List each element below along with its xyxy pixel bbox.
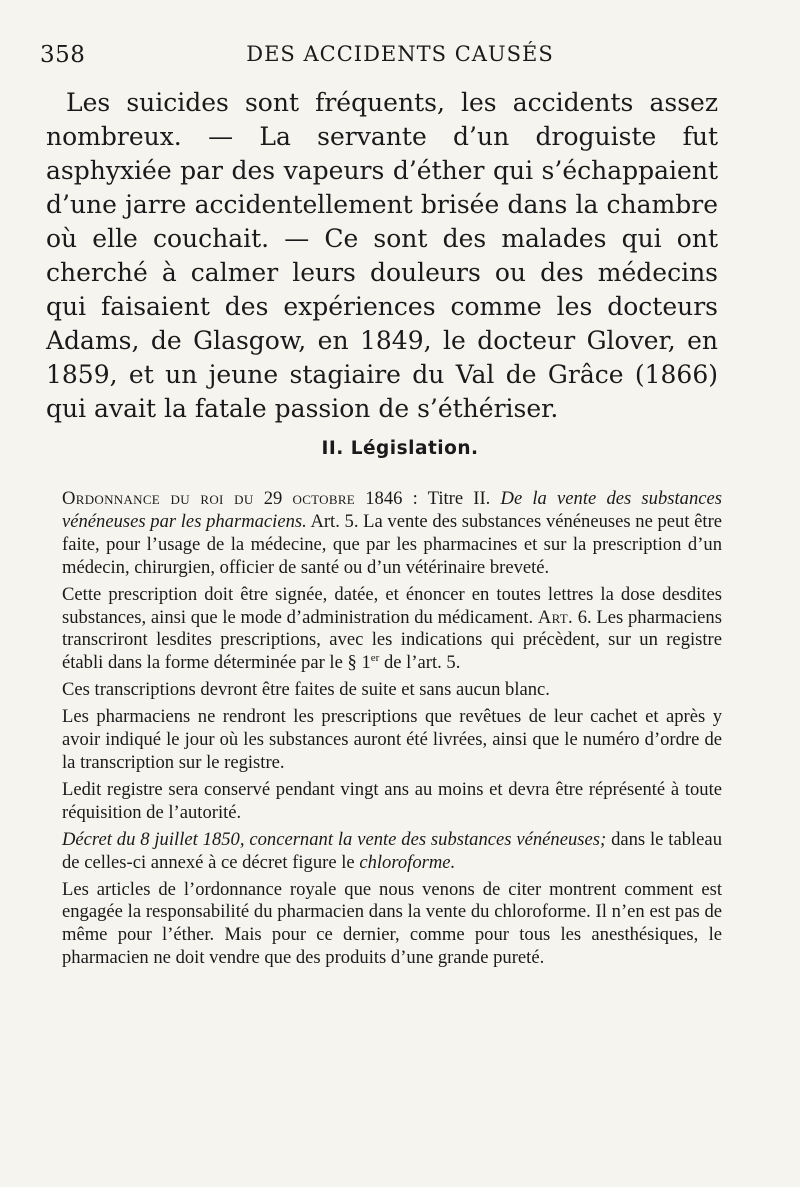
section-ordinal: 1 <box>361 652 371 674</box>
running-title: DES ACCIDENTS CAUSÉS <box>246 42 554 66</box>
conclusion-paragraph: Les articles de l’ordonnance royale que nous venons de citer montrent comment est engagée la responsabilité du pharmacien dans la vente du chloroforme. Il n’en est pas de même pour l’éther. Mais pour ce dernier, comme pour tous les anesthésiques, le pharmacien ne doit vendre que des produits d’une grande pureté. <box>62 878 722 969</box>
lead-text: Les suicides sont fréquents, les accidents assez nombreux. — La servante d’un droguiste fut asphyxiée par des vapeurs d’éther qui s’échappaient d’une jarre accidentellement brisée dans la chambre où elle couchait. — Ce sont des malades qui ont cherché à calmer leurs douleurs ou des médecins qui faisaient des expériences comme les docteurs Adams, de Glasgow, en 1849, le docteur Glover, en 1859, et un jeune stagiaire du Val de Grâce (1866) qui avait la fatale passion de s’éthériser. <box>46 88 718 423</box>
ordonnance-label: Ordonnance du roi du <box>62 488 254 509</box>
page-header <box>40 42 760 78</box>
legislation-body <box>62 488 722 974</box>
ordonnance-year-title: 1846 : Titre II. <box>365 488 491 509</box>
chloroforme-word: chloroforme. <box>359 851 456 873</box>
prescription-text-c: de l’art. 5. <box>383 652 461 674</box>
lead-paragraph <box>46 86 718 426</box>
ordonnance-day: 29 <box>263 488 283 509</box>
ordonnance-month: octobre <box>292 488 356 509</box>
ordinal-superscript: er <box>370 652 380 665</box>
section-title: II. Législation. <box>321 438 479 459</box>
article-label: Art. <box>537 606 573 628</box>
prescription-text-b: 6. Les pharmaciens transcriront lesdites prescriptions, avec les indications qui précèdent, sur un registre établi dans la forme déterminée par le § <box>62 606 722 674</box>
prescription-text-a: Cette prescription doit être signée, datée, et énoncer en toutes lettres la dose desdites substances, ainsi que le mode d’administration du médicament. <box>62 583 722 628</box>
ordonnance-title: De la vente des substances vénéneuses par les pharmaciens. <box>62 488 722 532</box>
cachet-paragraph: Les pharmaciens ne rendront les prescriptions que revêtues de leur cachet et après y avoir indiqué le jour où les substances auront été livrées, ainsi que le numéro d’ordre de la transcription sur le registre. <box>62 706 722 773</box>
page-number: 358 <box>40 42 86 68</box>
registre-paragraph: Ledit registre sera conservé pendant vingt ans au moins et devra être réprésenté à toute réquisition de l’autorité. <box>62 778 722 823</box>
prescription-paragraph <box>62 584 722 676</box>
transcription-paragraph: Ces transcriptions devront être faites de suite et sans aucun blanc. <box>62 679 550 701</box>
decret-title: Décret du 8 juillet 1850, concernant la vente des substances vénéneuses; <box>62 828 607 850</box>
decret-text: dans le tableau de celles-ci annexé à ce décret figure le <box>62 828 722 873</box>
decret-paragraph <box>62 829 722 875</box>
article-5-text: Art. 5. La vente des substances vénéneuses ne peut être faite, pour l’usage de la médecine, que par les pharmacines et sur la prescription d’un médecin, chirurgien, officier de santé ou d’un vétérinaire breveté. <box>62 510 723 578</box>
ordonnance-paragraph <box>62 488 722 580</box>
